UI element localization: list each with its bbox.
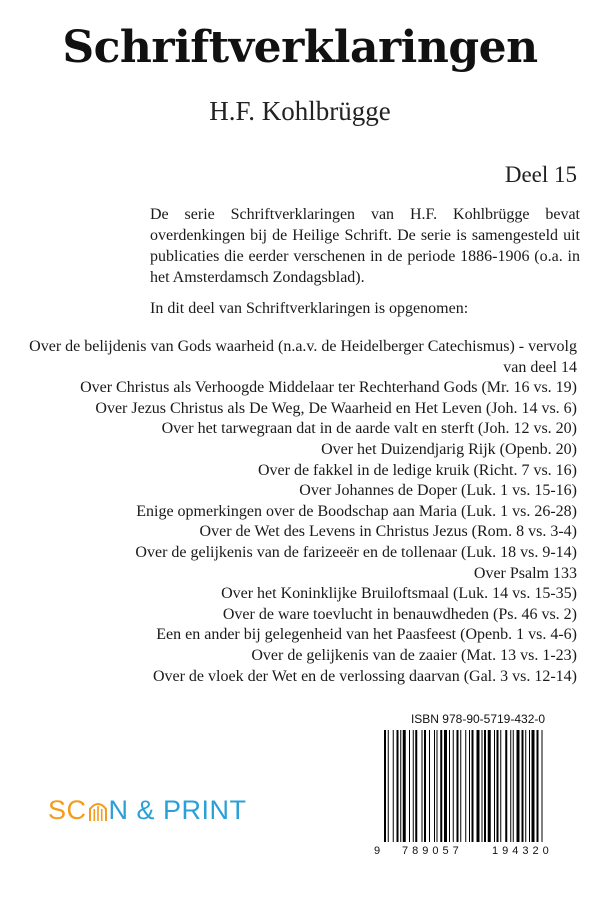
barcode-bar xyxy=(440,730,442,842)
barcode-bar xyxy=(415,730,417,842)
barcode-bar xyxy=(397,730,399,842)
barcode-bar xyxy=(444,730,447,842)
barcode-bar xyxy=(457,730,459,842)
contents-item: Over Christus als Verhoogde Middelaar ter Rechterhand Gods (Mr. 16 vs. 19) xyxy=(80,379,577,397)
contents-item: Over de fakkel in de ledige kruik (Richt. 7 vs. 16) xyxy=(257,461,577,479)
barcode-bar xyxy=(500,730,501,842)
barcode-bar xyxy=(449,730,450,842)
logo-scan-text: SC xyxy=(48,795,87,825)
contents-item: Over het Koninklijke Bruiloftsmaal (Luk. 14 vs. 15-35) xyxy=(221,585,577,603)
contents-item: Een en ander bij gelegenheid van het Paasfeest (Openb. 1 vs. 4-6) xyxy=(156,626,577,644)
contents-item: Over Johannes de Doper (Luk. 1 vs. 15-16) xyxy=(299,482,577,500)
barcode-bar xyxy=(424,730,426,842)
volume-number: Deel 15 xyxy=(504,162,577,187)
contents-item: Over de vloek der Wet en de verlossing daarvan (Gal. 3 vs. 12-14) xyxy=(152,667,577,685)
barcode-bar xyxy=(469,730,470,842)
barcode-bar xyxy=(477,730,480,842)
isbn-label: ISBN 978-90-5719-432-0 xyxy=(410,712,546,726)
barcode-bar xyxy=(465,730,466,842)
barcode-bar xyxy=(460,730,461,842)
barcode-bar xyxy=(388,730,389,842)
book-spines-icon xyxy=(88,800,108,821)
barcode-bar xyxy=(472,730,474,842)
barcode-digits-left: 789057 xyxy=(402,845,463,857)
barcode-bar xyxy=(505,730,507,842)
barcode-bar xyxy=(409,730,410,842)
barcode-bar xyxy=(488,730,491,842)
barcode-bar xyxy=(494,730,495,842)
barcode-digit-first: 9 xyxy=(374,845,381,857)
logo-print-text: N & PRINT xyxy=(108,795,247,825)
contents-item: Over het Duizendjarig Rijk (Openb. 20) xyxy=(321,440,577,458)
contents-item: Over de gelijkenis van de farizeeër en de tollenaar (Luk. 18 vs. 9-14) xyxy=(135,543,577,561)
book-author: H.F. Kohlbrügge xyxy=(209,96,391,126)
barcode-digits-right: 194320 xyxy=(492,845,553,857)
barcode-bar xyxy=(522,730,524,842)
barcode-bar xyxy=(532,730,535,842)
contents-item: Enige opmerkingen over de Boodschap aan Maria (Luk. 1 vs. 26-28) xyxy=(136,502,577,520)
barcode-bar xyxy=(453,730,454,842)
contents-item: Over de gelijkenis van de zaaier (Mat. 13 vs. 1-23) xyxy=(251,646,577,664)
barcode-bar xyxy=(510,730,511,842)
barcode-bar xyxy=(484,730,486,842)
barcode-bar xyxy=(384,730,386,842)
isbn-barcode xyxy=(372,712,584,858)
barcode-bar xyxy=(529,730,530,842)
contents-item: Over Psalm 133 xyxy=(473,564,577,582)
barcode-bars xyxy=(372,730,584,848)
series-description xyxy=(150,204,580,288)
barcode-bar xyxy=(482,730,483,842)
barcode-bar xyxy=(429,730,430,842)
contents-list xyxy=(17,337,577,687)
barcode-bar xyxy=(542,730,543,842)
contents-item: Over de belijdenis van Gods waarheid (n.a.v. de Heidelberger Catechismus) - vervolg van deel 14 xyxy=(29,338,577,376)
barcode-bar xyxy=(437,730,438,842)
publisher-logo xyxy=(48,795,247,826)
barcode-bar xyxy=(525,730,526,842)
book-title: Schriftverklaringen xyxy=(62,22,538,73)
barcode-bar xyxy=(393,730,394,842)
barcode-bar xyxy=(403,730,406,842)
barcode-bar xyxy=(400,730,401,842)
contents-item: Over Jezus Christus als De Weg, De Waarheid en Het Leven (Joh. 14 vs. 6) xyxy=(95,399,577,417)
contents-item: Over de ware toevlucht in benauwdheden (Ps. 46 vs. 2) xyxy=(222,605,577,623)
intro-paragraph: De serie Schriftverklaringen van H.F. Kohlbrügge bevat overdenkingen bij de Heilige Schrift. De serie is samengesteld uit publicaties die eerder verschenen in de periode 1886-1906 (o.a. in het Amsterdamsch Zondagsblad). xyxy=(150,206,580,286)
contents-item: Over de Wet des Levens in Christus Jezus (Rom. 8 vs. 3-4) xyxy=(199,523,577,541)
barcode-bar xyxy=(422,730,423,842)
barcode-bar xyxy=(413,730,414,842)
contents-item: Over het tarwegraan dat in de aarde valt en sterft (Joh. 12 vs. 20) xyxy=(161,420,577,438)
barcode-bar xyxy=(537,730,539,842)
barcode-bar xyxy=(434,730,435,842)
barcode-bar xyxy=(517,730,520,842)
contents-heading: In dit deel van Schriftverklaringen is opgenomen: xyxy=(150,300,469,317)
barcode-bar xyxy=(497,730,499,842)
barcode-bar xyxy=(513,730,514,842)
